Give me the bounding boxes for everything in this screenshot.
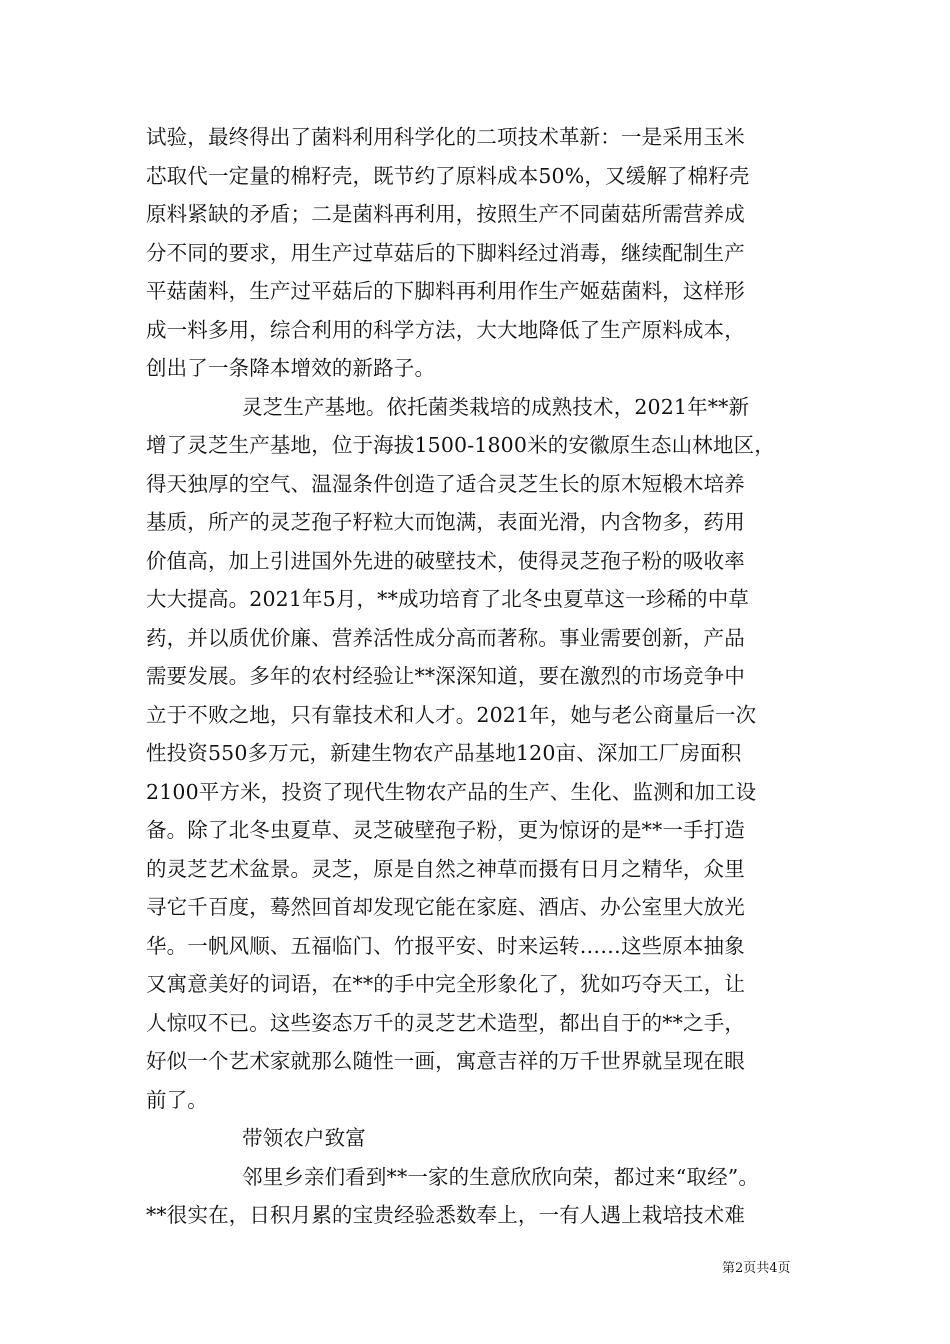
text-line: 立于不败之地，只有靠技术和人才。2021年，她与老公商量后一次 — [146, 702, 757, 727]
text-line: 大大提高。2021年5月，**成功培育了北冬虫夏草这一珍稀的中草 — [146, 587, 750, 611]
text-line: 的灵芝艺术盆景。灵芝，原是自然之神草而摄有日月之精华，众里 — [146, 856, 745, 881]
text-line: 好似一个艺术家就那么随性一画，寓意吉祥的万千世界就呈现在眼 — [146, 1049, 745, 1073]
text-line: **很实在，日积月累的宝贵经验悉数奉上，一有人遇上栽培技术难 — [146, 1203, 745, 1227]
text-line: 创出了一条降本增效的新路子。 — [146, 356, 436, 380]
page-number: 第2页共4页 — [722, 1261, 791, 1276]
text-line: 得天独厚的空气、温湿条件创造了适合灵芝生长的原木短椴木培养 — [146, 471, 745, 496]
text-line: 药，并以质优价廉、营养活性成分高而著称。事业需要创新，产品 — [146, 625, 745, 650]
text-line: 备。除了北冬虫夏草、灵芝破壁孢子粉，更为惊讶的是**一手打造 — [146, 818, 745, 842]
text-line: 芯取代一定量的棉籽壳，既节约了原料成本50%，又缓解了棉籽壳 — [146, 163, 750, 188]
paragraph-start-line: 邻里乡亲们看到**一家的生意欣欣向荣，都过来“取经”。 — [242, 1164, 760, 1189]
text-line: 试验，最终得出了菌料利用科学化的二项技术革新：一是采用玉米 — [146, 125, 745, 149]
text-line: 人惊叹不已。这些姿态万千的灵芝艺术造型，都出自于的**之手， — [146, 1010, 745, 1035]
text-line: 华。一帆风顺、五福临门、竹报平安、时来运转……这些原本抽象 — [146, 933, 745, 958]
text-line: 性投资550多万元，新建生物农产品基地120亩、深加工厂房面积 — [146, 741, 742, 765]
section-heading: 带领农户致富 — [242, 1126, 366, 1150]
text-line: 需要发展。多年的农村经验让**深深知道，要在激烈的市场竞争中 — [146, 664, 745, 688]
document-body — [146, 118, 814, 1235]
text-line: 又寓意美好的词语，在**的手中完全形象化了，犹如巧夺天工，让 — [146, 972, 745, 996]
text-line: 前了。 — [146, 1087, 208, 1112]
text-line: 成一料多用，综合利用的科学方法，大大地降低了生产原料成本， — [146, 317, 745, 342]
text-line: 平菇菌料，生产过平菇后的下脚料再利用作生产姬菇菌料，这样形 — [146, 279, 745, 303]
text-line: 价值高，加上引进国外先进的破壁技术，使得灵芝孢子粉的吸收率 — [146, 548, 745, 573]
text-line: 基质，所产的灵芝孢子籽粒大而饱满，表面光滑，内含物多，药用 — [146, 510, 745, 534]
text-line: 增了灵芝生产基地，位于海拔1500-1800米的安徽原生态山林地区， — [146, 433, 775, 457]
text-line: 原料紧缺的矛盾；二是菌料再利用，按照生产不同菌菇所需营养成 — [146, 202, 745, 226]
paragraph-start-line: 灵芝生产基地。依托菌类栽培的成熟技术，2021年**新 — [242, 394, 750, 419]
text-line: 分不同的要求，用生产过草菇后的下脚料经过消毒，继续配制生产 — [146, 240, 745, 265]
text-line: 寻它千百度，蓦然回首却发现它能在家庭、酒店、办公室里大放光 — [146, 895, 745, 919]
text-line: 2100平方米，投资了现代生物农产品的生产、生化、监测和加工设 — [146, 779, 757, 804]
